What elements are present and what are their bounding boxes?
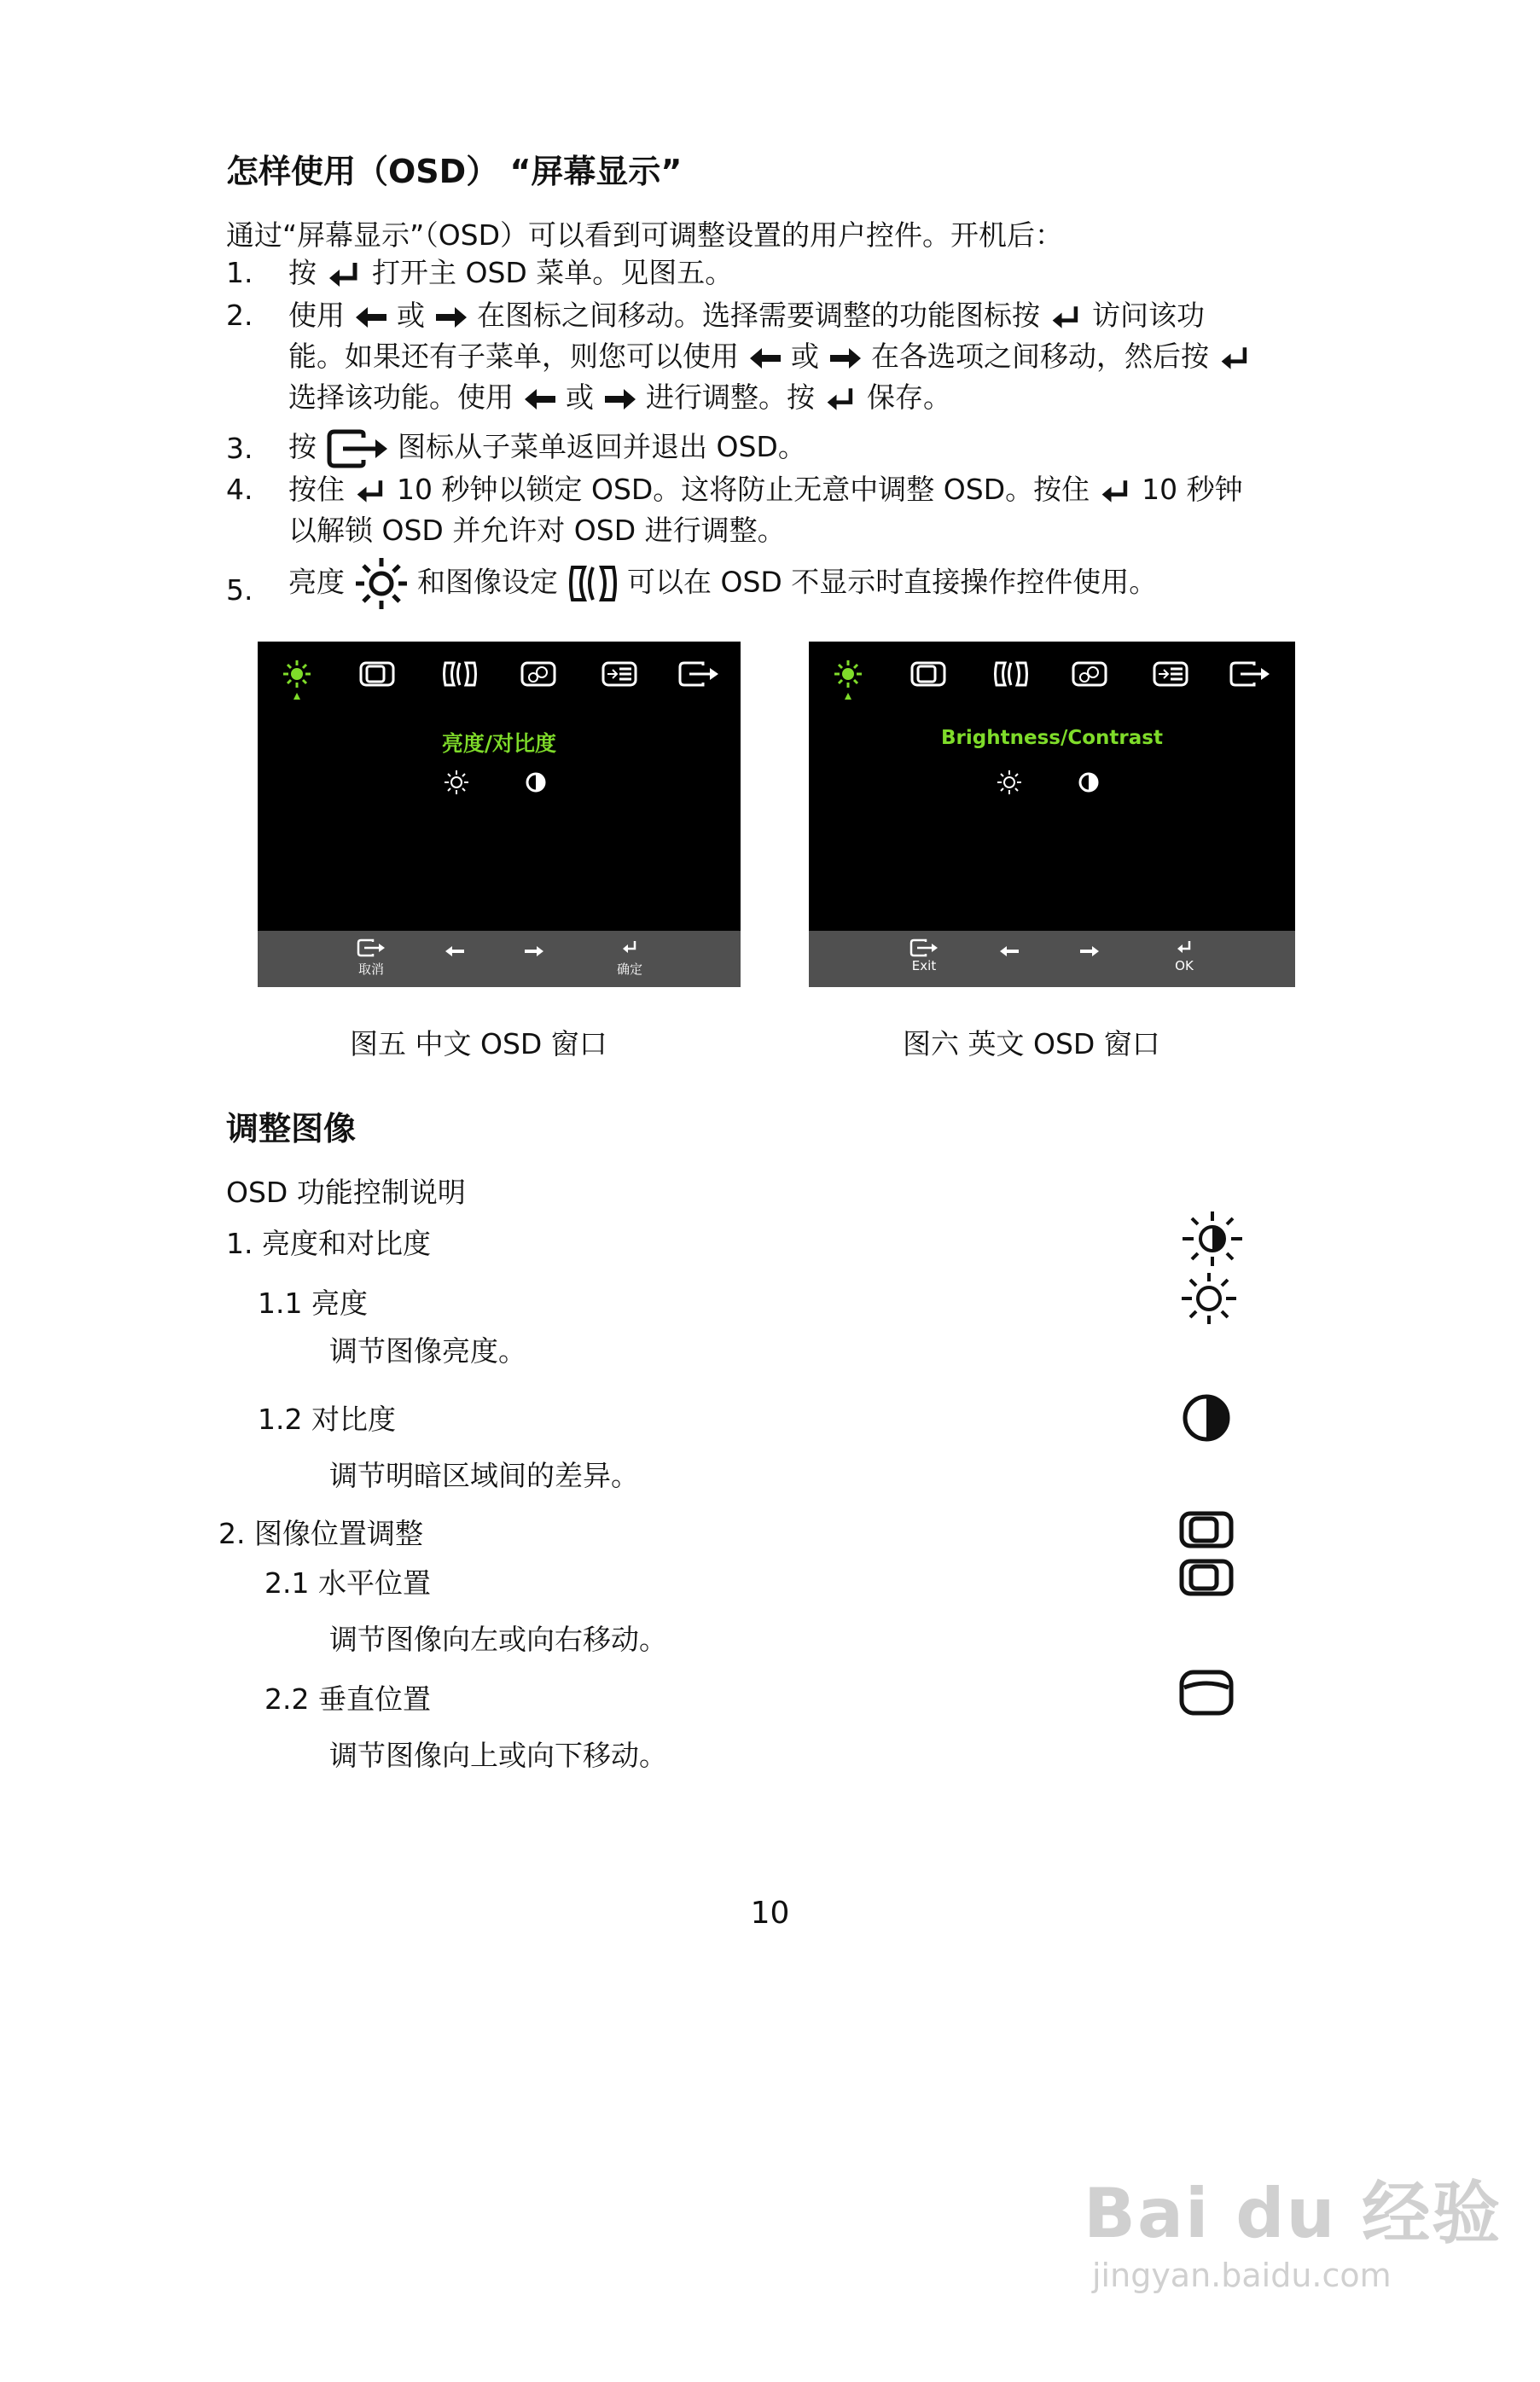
left-arrow-icon[interactable] [444,944,466,962]
exit-icon [326,429,389,468]
brightness-contrast-icon [1179,1210,1246,1271]
item-1-1-title: 1.1 亮度 [258,1287,368,1320]
step-4-number: 4. [226,473,253,506]
item-1-1-desc: 调节图像亮度。 [329,1334,526,1368]
step-1-number: 1. [226,256,253,289]
step-3-number: 3. [226,432,253,465]
enter-icon [1049,303,1084,332]
step-text: 保存。 [867,381,951,414]
step-text: 图标从子菜单返回并退出 OSD。 [398,430,806,463]
right-arrow-icon[interactable] [523,944,545,962]
exit-tab-icon [1229,659,1271,693]
item-1-2-title: 1.2 对比度 [258,1403,396,1436]
step-5 [288,556,1312,611]
step-4-line-1 [288,469,1312,510]
ok-button[interactable] [604,939,655,977]
brightness-icon [354,556,409,611]
vertical-position-icon [1179,1669,1234,1720]
step-text: 和图像设定 [417,565,558,599]
enter-icon [326,259,363,290]
exit-icon [909,938,939,958]
page-number: 10 [750,1896,790,1931]
enter-icon [1176,939,1193,955]
left-arrow-icon[interactable] [998,944,1020,962]
step-text: 按住 [288,473,345,506]
page-heading: 怎样使用（OSD） “屏幕显示” [226,153,683,190]
osd-button-bar [258,931,741,987]
step-5-number: 5. [226,573,253,607]
enter-icon [1099,477,1133,506]
exit-tab-icon [677,659,720,693]
exit-label: 取消 [357,962,384,977]
step-text: 10 秒钟以锁定 OSD。这将防止无意中调整 OSD。按住 [397,473,1090,506]
image-setting-icon [567,564,619,603]
step-text: 使用 [288,299,345,332]
step-text: 或 [397,299,425,332]
image-setup-tab-icon [441,659,479,693]
step-text: 10 秒钟 [1142,473,1243,506]
figure-caption-cn: 图五 中文 OSD 窗口 [350,1027,607,1060]
watermark-url: jingyan.baidu.com [1092,2257,1392,2294]
right-arrow-icon [434,305,468,330]
step-text: 在各选项之间移动，然后按 [871,340,1209,373]
right-arrow-icon [828,346,863,371]
horizontal-position-icon [1179,1558,1234,1601]
step-1 [288,253,1312,293]
step-text: 可以在 OSD 不显示时直接操作控件使用。 [627,565,1158,599]
contrast-icon [1181,1392,1232,1447]
osd-header: 亮度/对比度 [441,731,557,756]
item-2-1-desc: 调节图像向左或向右移动。 [329,1623,667,1656]
brightness-tab-icon [282,659,312,710]
options-tab-icon [1152,659,1189,693]
exit-icon [356,938,386,958]
step-text: 或 [566,381,594,414]
step-text: 打开主 OSD 菜单。见图五。 [372,256,734,289]
enter-icon [354,477,388,506]
step-4-line-2: 以解锁 OSD 并允许对 OSD 进行调整。 [288,514,786,547]
watermark-brand: Bai du 经验 [1084,2174,1502,2253]
right-arrow-icon[interactable] [1078,944,1101,962]
ok-label: OK [1175,958,1194,973]
step-text: 能。如果还有子菜单，则您可以使用 [288,340,739,373]
step-text: 按 [288,256,317,289]
step-text: 亮度 [288,565,345,599]
item-2-2-desc: 调节图像向上或向下移动。 [329,1739,667,1772]
step-3 [288,427,1312,468]
left-arrow-icon [354,305,388,330]
step-text: 在图标之间移动。选择需要调整的功能图标按 [477,299,1040,332]
left-arrow-icon [748,346,782,371]
options-tab-icon [601,659,638,693]
step-text: 或 [791,340,819,373]
step-2-line-2 [288,336,1312,377]
enter-icon [1218,344,1252,373]
step-text: 选择该功能。使用 [288,381,514,414]
section-title: 调整图像 [226,1110,357,1147]
image-properties-tab-icon [520,659,557,693]
ok-label: 确定 [616,962,642,977]
contrast-icon[interactable] [1078,771,1100,797]
osd-description: OSD 功能控制说明 [226,1176,466,1209]
step-text: 按 [288,430,317,463]
image-properties-tab-icon [1071,659,1108,693]
exit-label: Exit [911,958,937,973]
item-2-1-title: 2.1 水平位置 [264,1566,431,1600]
exit-button[interactable] [898,938,950,973]
step-2-line-1 [288,295,1312,336]
brightness-icon [1179,1271,1239,1329]
enter-icon [621,939,638,955]
ok-button[interactable] [1159,939,1210,973]
exit-button[interactable] [346,938,397,977]
osd-window-english [809,642,1295,987]
enter-icon [824,385,858,414]
osd-window-chinese [258,642,741,987]
step-text: 访问该功 [1092,299,1205,332]
figure-caption-en: 图六 英文 OSD 窗口 [903,1027,1160,1060]
brightness-tab-icon [833,659,863,710]
contrast-icon[interactable] [525,771,547,797]
step-2-number: 2. [226,299,253,332]
osd-button-bar [809,931,1295,987]
baidu-watermark [1084,2158,1502,2294]
item-2-2-title: 2.2 垂直位置 [264,1682,431,1716]
image-position-icon [1179,1510,1234,1553]
osd-header: Brightness/Contrast [941,727,1163,749]
image-position-tab-icon [909,659,947,693]
brightness-icon[interactable] [995,768,1024,800]
left-arrow-icon [523,386,557,412]
intro-text: 通过“屏幕显示”（OSD）可以看到可调整设置的用户控件。开机后： [226,218,1064,252]
right-arrow-icon [603,386,637,412]
brightness-icon[interactable] [442,768,471,800]
step-text: 进行调整。按 [646,381,815,414]
item-2-title: 2. 图像位置调整 [218,1517,423,1550]
step-2-line-3 [288,377,1312,418]
image-setup-tab-icon [992,659,1030,693]
image-position-tab-icon [358,659,396,693]
item-1-2-desc: 调节明暗区域间的差异。 [329,1459,639,1492]
item-1-title: 1. 亮度和对比度 [226,1227,431,1260]
